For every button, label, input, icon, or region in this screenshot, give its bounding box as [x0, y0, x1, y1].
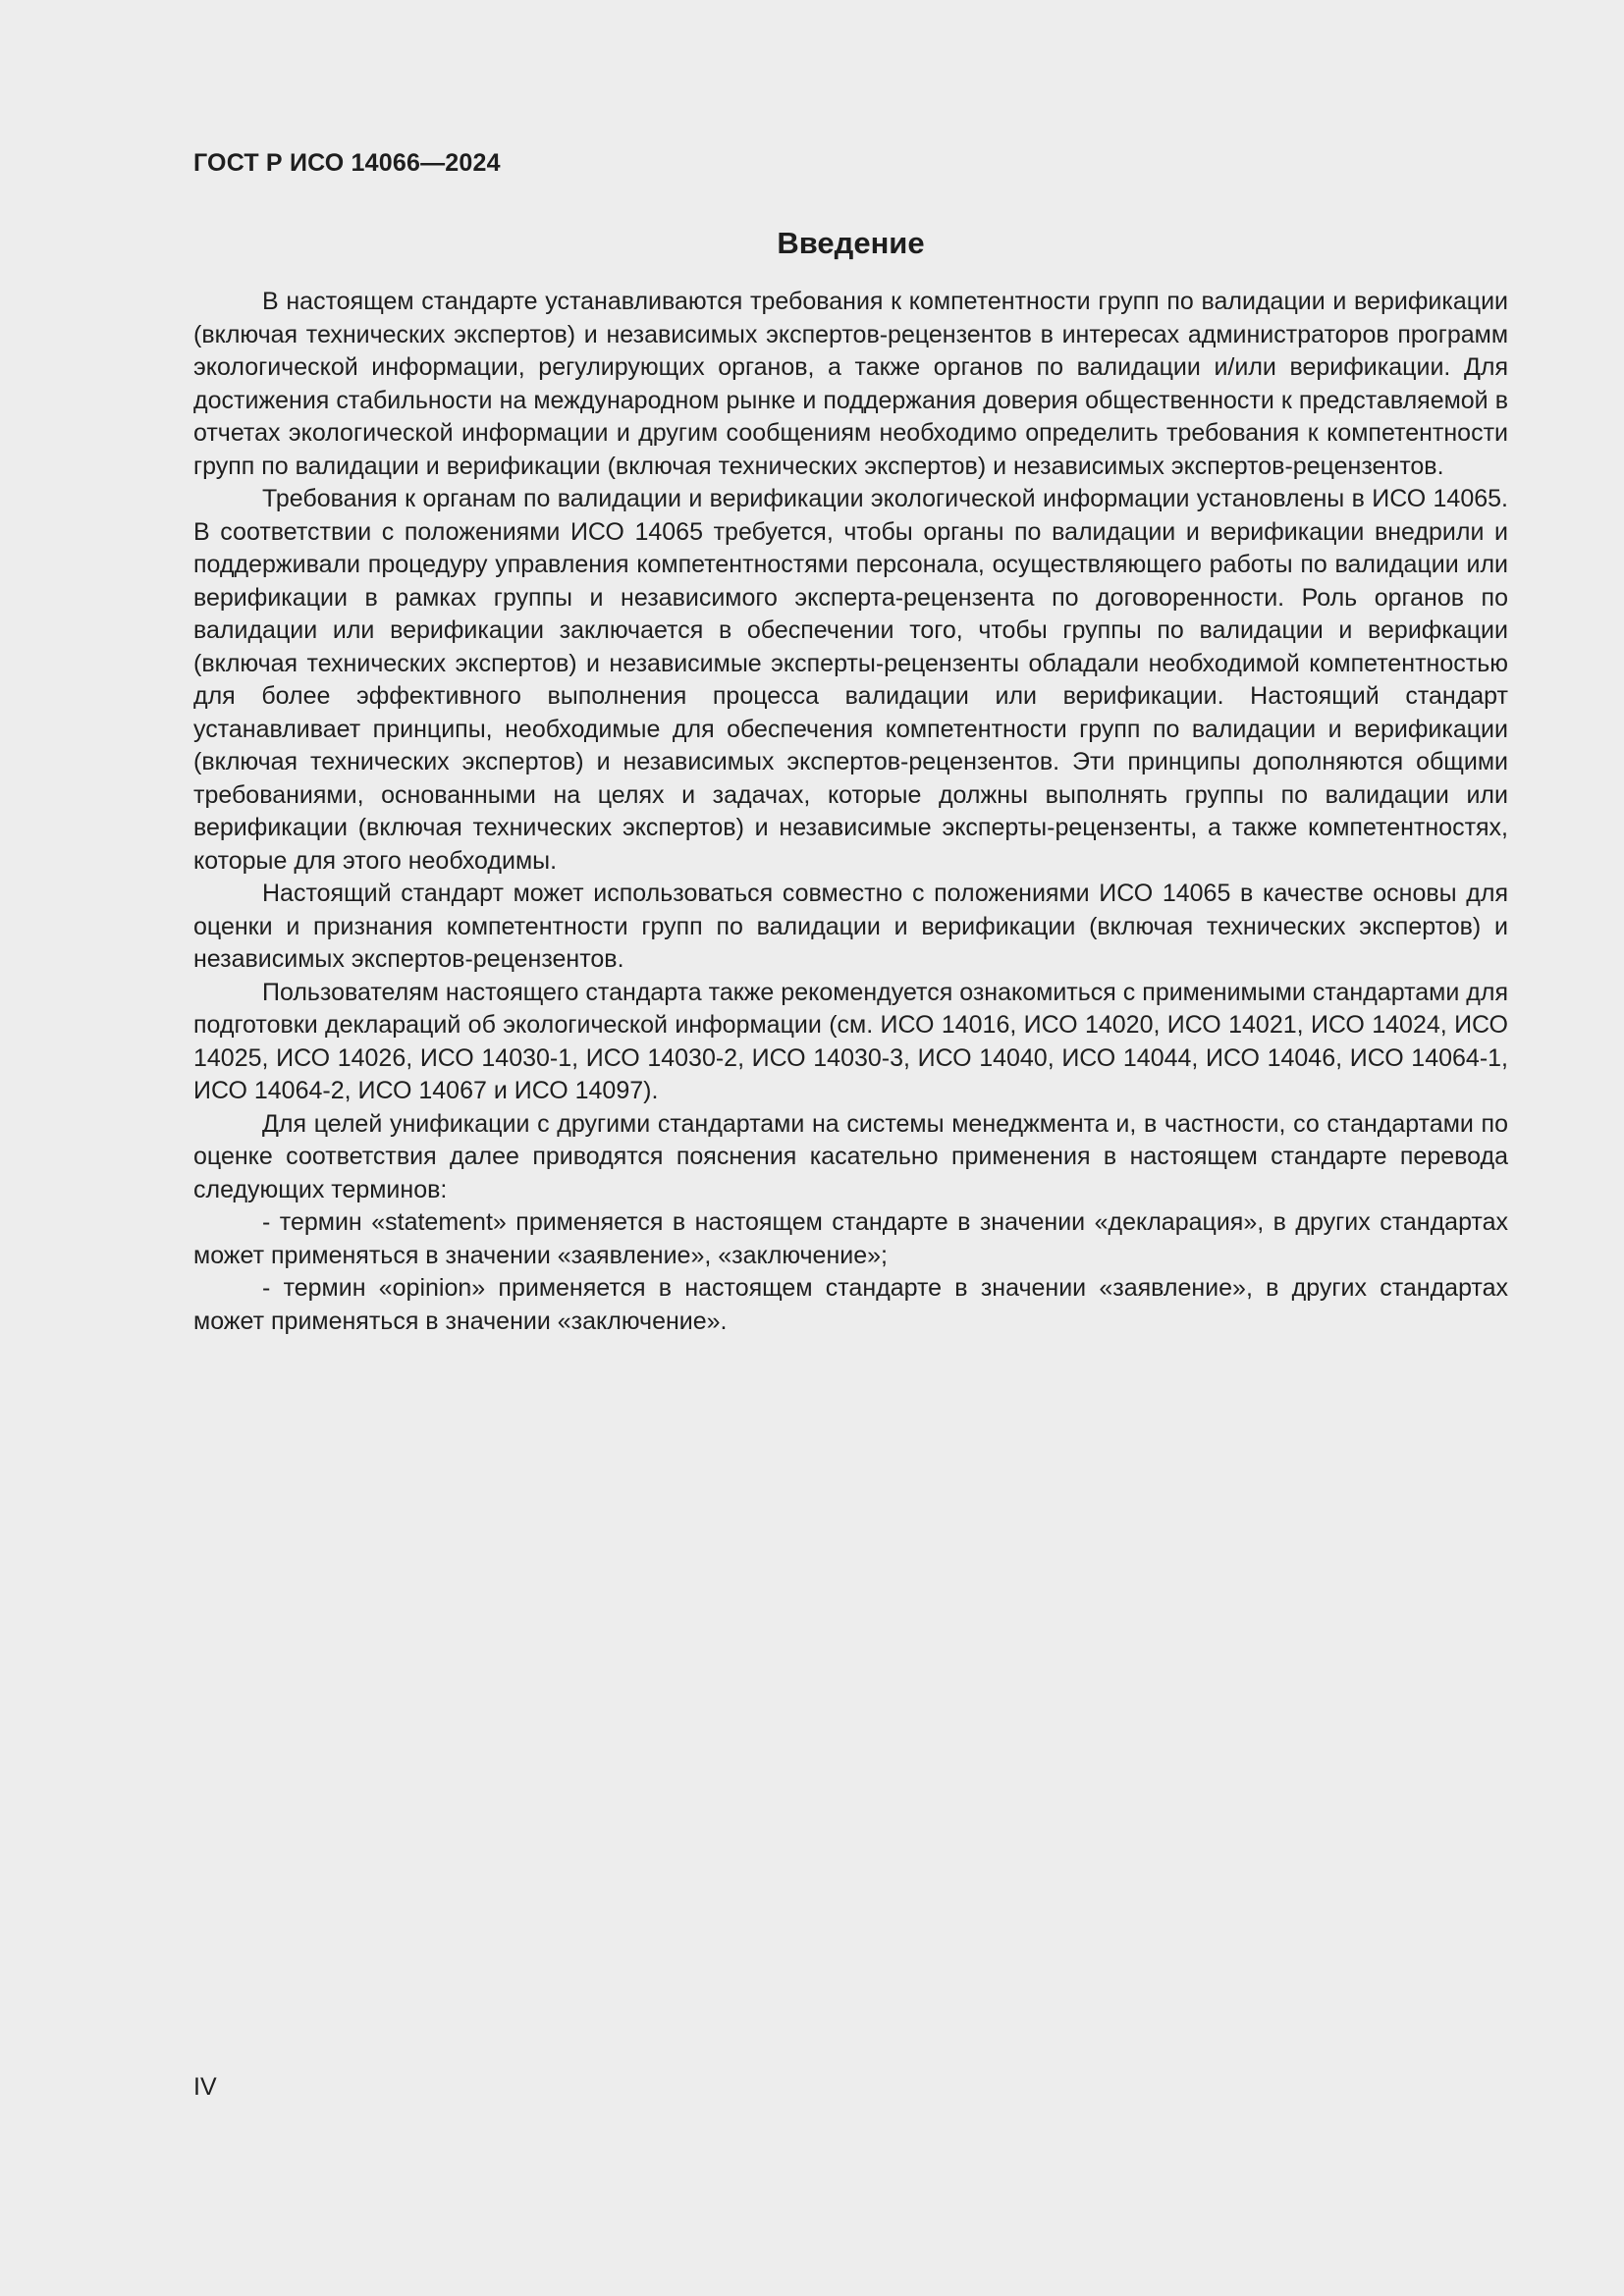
paragraph-2: Требования к органам по валидации и верификации экологической информации установлены в ИСО 14065. В соответствии с положениями ИСО 14065 требуется, чтобы органы по валидации и верификации внедрили и поддерживали процедуру управления компетентностями персонала, осуществляющего работы по валидации или верификации в рамках группы и независимого эксперта-рецензента по договоренности. Роль органов по валидации или верификации заключается в обеспечении того, чтобы группы по валидации и верифкации (включая технических экспертов) и независимые эксперты-рецензенты обладали необходимой компетентностью для более эффективного выполнения процесса валидации или верификации. Настоящий стандарт устанавливает принципы, необходимые для обеспечения компетентности групп по валидации и верификации (включая технических экспертов) и независимых экспертов-рецензентов. Эти принципы дополняются общими требованиями, основанными на целях и задачах, которые должны выполнять группы по валидации или верификации (включая технических экспертов) и независимые эксперты-рецензенты, а также компетентностях, которые для этого необходимы. — [193, 485, 1508, 875]
paragraph-5: Для целей унификации с другими стандартами на системы менеджмента и, в частности, со стандартами по оценке соответствия далее приводятся пояснения касательно применения в настоящем стандарте перевода следующих терминов: — [193, 1109, 1508, 1203]
paragraph-3: Настоящий стандарт может использоваться совместно с положениями ИСО 14065 в качестве основы для оценки и признания компетентности групп по валидации и верификации (включая технических экспертов) и независимых экспертов-рецензентов. — [193, 880, 1508, 973]
introduction-body — [193, 286, 1508, 1338]
term-statement-item: - термин «statement» применяется в настоящем стандарте в значении «декларация», в других стандартах может применяться в значении «заявление», «заключение»; — [193, 1208, 1508, 1269]
paragraph-4: Пользователям настоящего стандарта также рекомендуется ознакомиться с применимыми стандартами для подготовки деклараций об экологической информации (см. ИСО 14016, ИСО 14020, ИСО 14021, ИСО 14024, ИСО 14025, ИСО 14026, ИСО 14030-1, ИСО 14030-2, ИСО 14030-3, ИСО 14040, ИСО 14044, ИСО 14046, ИСО 14064-1, ИСО 14064-2, ИСО 14067 и ИСО 14097). — [193, 978, 1508, 1104]
section-title: Введение — [777, 226, 925, 260]
term-opinion-item: - термин «opinion» применяется в настоящем стандарте в значении «заявление», в других стандартах может применяться в значении «заключение». — [193, 1274, 1508, 1335]
page-number: IV — [193, 2073, 217, 2101]
standard-code-header: ГОСТ Р ИСО 14066—2024 — [193, 149, 501, 177]
paragraph-1: В настоящем стандарте устанавливаются требования к компетентности групп по валидации и верификации (включая технических экспертов) и независимых экспертов-рецензентов в интересах администраторов программ экологической информации, регулирующих органов, а также органов по валидации и/или верификации. Для достижения стабильности на международном рынке и поддержания доверия общественности к представляемой в отчетах экологической информации и другим сообщениям необходимо определить требования к компетентности групп по валидации и верификации (включая технических экспертов) и независимых экспертов-рецензентов. — [193, 288, 1508, 480]
